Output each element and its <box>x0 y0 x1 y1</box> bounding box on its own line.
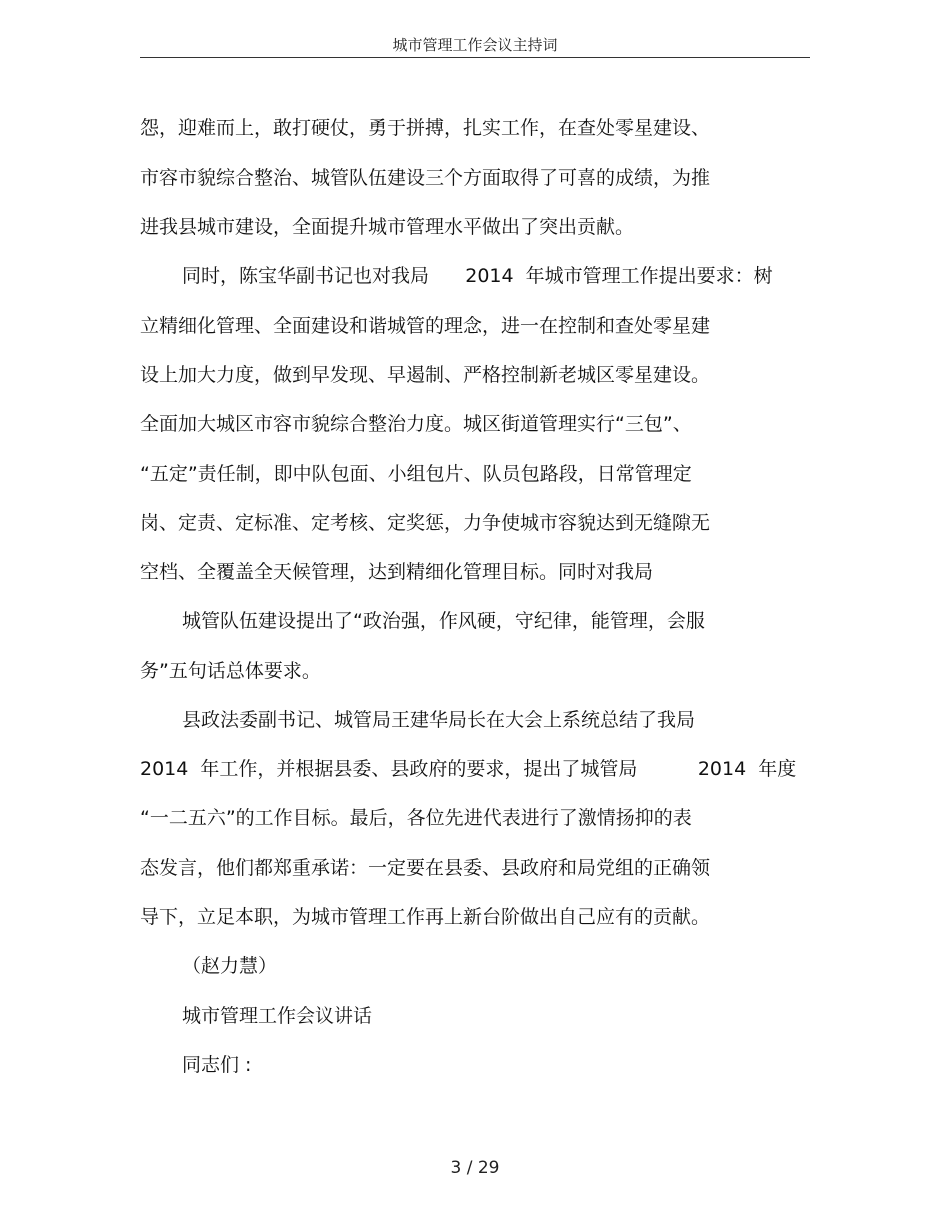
body-line: 进我县城市建设，全面提升城市管理水平做出了突出贡献。 <box>140 216 635 238</box>
body-line: “五定”责任制，即中队包面、小组包片、队员包路段，日常管理定 <box>140 463 692 485</box>
body-line: 县政法委副书记、城管局王建华局长在大会上系统总结了我局 <box>182 709 696 731</box>
body-line: “一二五六”的工作目标。最后，各位先进代表进行了激情扬抑的表 <box>140 807 692 829</box>
body-line: 导下，立足本职，为城市管理工作再上新台阶做出自己应有的贡献。 <box>140 906 711 928</box>
author-credit: （赵力慧） <box>182 955 278 977</box>
body-line: 立精细化管理、全面建设和谐城管的理念，进一在控制和查处零星建 <box>140 315 711 337</box>
running-header-title: 城市管理工作会议主持词 <box>392 36 558 54</box>
section-heading: 城市管理工作会议讲话 <box>182 1005 373 1027</box>
page-number: 3 / 29 <box>450 1158 500 1178</box>
body-line: 岗、定责、定标准、定考核、定奖惩，力争使城市容貌达到无缝隙无 <box>140 512 711 534</box>
body-line: 城管队伍建设提出了“政治强，作风硬，守纪律，能管理，会服 <box>182 610 705 632</box>
body-line: 怨，迎难而上，敢打硬仗，勇于拼搏，扎实工作，在查处零星建设、 <box>140 117 711 139</box>
body-line: 同时，陈宝华副书记也对我局 2014 年城市管理工作提出要求：树 <box>182 265 773 287</box>
body-line: 全面加大城区市容市貌综合整治力度。城区街道管理实行“三包”、 <box>140 413 692 435</box>
body-line: 务”五句话总体要求。 <box>140 660 321 682</box>
body-line: 态发言，他们都郑重承诺：一定要在县委、县政府和局党组的正确领 <box>140 857 711 879</box>
body-line: 市容市貌综合整治、城管队伍建设三个方面取得了可喜的成绩，为推 <box>140 167 711 189</box>
body-line: 设上加大力度，做到早发现、早遏制、严格控制新老城区零星建设。 <box>140 364 711 386</box>
body-line: 2014 年工作，并根据县委、县政府的要求，提出了城管局 2014 年度 <box>140 758 797 780</box>
salutation: 同志们 : <box>182 1054 252 1076</box>
body-line: 空档、全覆盖全天候管理，达到精细化管理目标。同时对我局 <box>140 561 654 583</box>
